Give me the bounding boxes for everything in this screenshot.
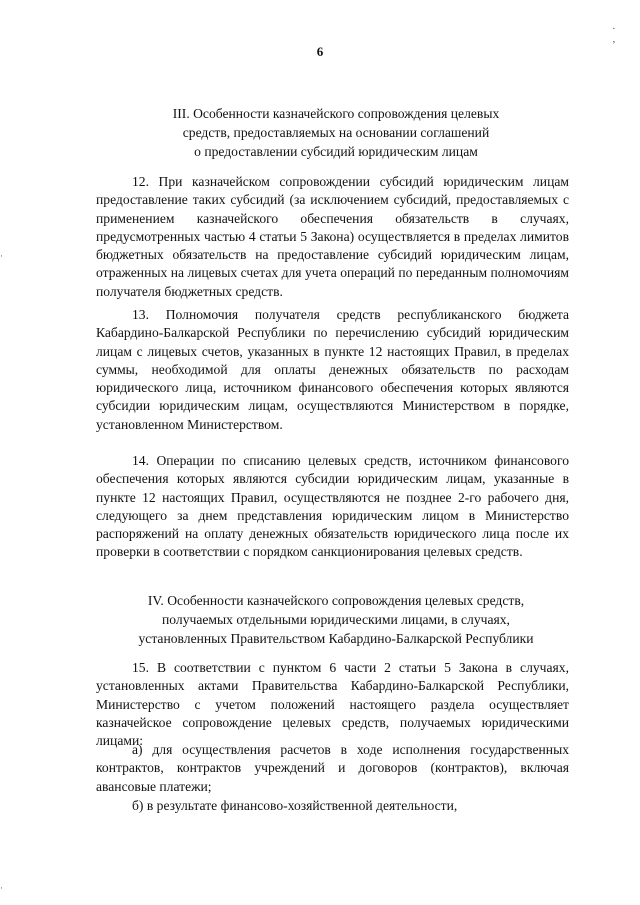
- section-3-heading-line: средств, предоставляемых на основании соглашений: [182, 125, 490, 140]
- margin-mark: ’: [612, 39, 616, 51]
- paragraph-14: 14. Операции по списанию целевых средств, источником финансового обеспечения которых являются субсидии юридическим лицам, указанные в пункте 12 настоящих Правил, осуществляются не позднее 2-го рабочего дня, следующего за днем представления юридическим лицом в Министерство распоряжений на оплату денежных обязательств юридического лица после их проверки в соответствии с порядком санкционирования целевых средств.: [96, 453, 569, 560]
- list-item-a: а) для осуществления расчетов в ходе исполнения государственных контрактов, контрактов учреждений и договоров (контрактов), включая авансовые платежи;: [96, 742, 569, 794]
- section-4-heading: [96, 591, 576, 648]
- section-4-heading-line: установленных Правительством Кабардино-Балкарской Республики: [138, 631, 534, 646]
- margin-mark: ·: [0, 883, 3, 893]
- section-3-heading-line: III. Особенности казначейского сопровождения целевых: [172, 106, 500, 121]
- section-3-heading: [96, 104, 576, 161]
- page-number: 6: [316, 44, 324, 59]
- paragraph-15: 15. В соответствии с пунктом 6 части 2 статьи 5 Закона в случаях, установленных актами Правительства Кабардино-Балкарской Республики, Министерство с учетом положений настоящего раздела осуществляет казначейское сопровождение целевых средств, получаемых юридическими лицами:: [96, 660, 569, 749]
- section-4-heading-line: получаемых отдельными юридическими лицами, в случаях,: [162, 612, 510, 627]
- section-3-heading-line: о предоставлении субсидий юридическим лицам: [194, 144, 478, 159]
- margin-mark: ·: [612, 23, 616, 35]
- paragraph-12: 12. При казначейском сопровождении субсидий юридическим лицам предоставление таких субсидий (за исключением субсидий, предоставляемых с применением казначейского обеспечения обязательств в случаях, предусмотренных частью 4 статьи 5 Закона) осуществляется в пределах лимитов бюджетных обязательств на предоставление субсидий юридическим лицам, отраженных на лицевых счетах для учета операций по переданным полномочиям получателя бюджетных средств.: [96, 174, 569, 299]
- paragraph-13: 13. Полномочия получателя средств республиканского бюджета Кабардино-Балкарской Республики по перечислению субсидий юридическим лицам с лицевых счетов, указанных в пункте 12 настоящих Правил, в пределах суммы, необходимой для оплаты денежных обязательств по расходам юридического лица, источником финансового обеспечения которых являются субсидии юридическим лицам, осуществляются Министерством в порядке, установленном Министерством.: [96, 307, 569, 432]
- margin-mark: ·: [0, 251, 3, 261]
- list-item-b: б) в результате финансово-хозяйственной деятельности,: [132, 798, 458, 813]
- section-4-heading-line: IV. Особенности казначейского сопровождения целевых средств,: [147, 593, 525, 608]
